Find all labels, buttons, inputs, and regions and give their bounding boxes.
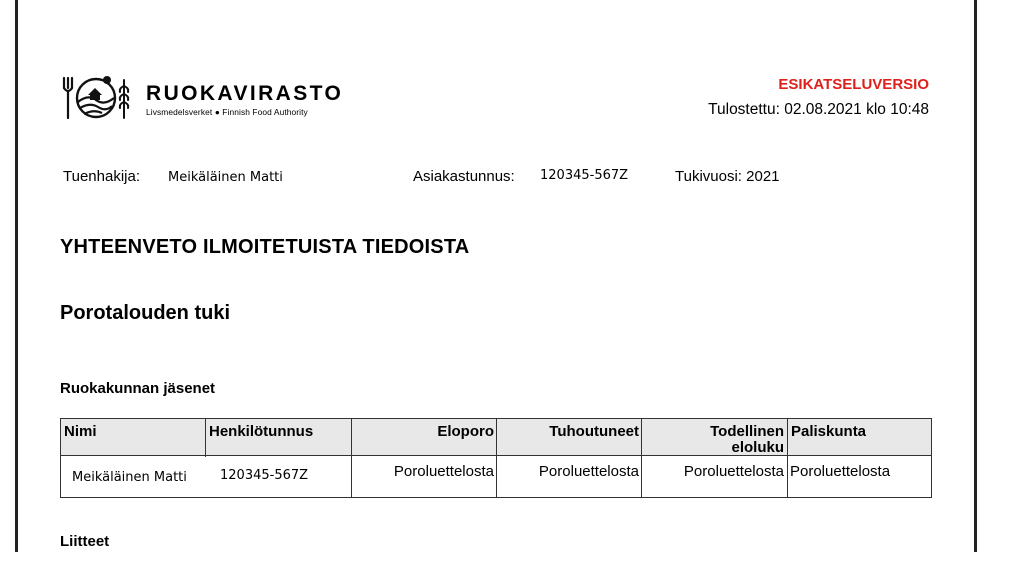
applicant-name: Meikäläinen Matti	[168, 170, 283, 185]
cell-name: Meikäläinen Matti	[72, 470, 187, 485]
cell-ssn: 120345-567Z	[220, 468, 309, 483]
cell-paliskunta: Poroluettelosta	[790, 463, 891, 480]
header-name: Nimi	[64, 423, 97, 440]
page-edge-left	[15, 0, 18, 552]
cell-eloporo: Poroluettelosta	[393, 463, 494, 480]
brand-name: RUOKAVIRASTO	[146, 82, 344, 105]
column-divider	[787, 418, 788, 498]
household-members-table	[60, 418, 933, 498]
ruokavirasto-logo	[60, 72, 344, 124]
printed-timestamp: Tulostettu: 02.08.2021 klo 10:48	[708, 101, 929, 118]
cell-tuhoutuneet: Poroluettelosta	[538, 463, 639, 480]
applicant-label: Tuenhakija:	[63, 168, 140, 185]
household-members-heading: Ruokakunnan jäsenet	[60, 380, 216, 397]
brand-subtitle: Livsmedelsverket ● Finnish Food Authority	[146, 107, 308, 117]
cell-todellinen-eloluku: Poroluettelosta	[683, 463, 784, 480]
column-divider	[641, 418, 642, 498]
header-ssn: Henkilötunnus	[209, 423, 314, 440]
page-edge-right	[974, 0, 977, 552]
support-year: Tukivuosi: 2021	[675, 168, 780, 185]
header-todellinen-eloluku: Todellinen eloluku	[710, 423, 784, 456]
customer-id-label: Asiakastunnus:	[413, 168, 515, 185]
ruokavirasto-logo-icon	[60, 72, 132, 122]
header-paliskunta: Paliskunta	[791, 423, 867, 440]
header-eloporo: Eloporo	[437, 423, 494, 440]
attachments-heading: Liitteet	[60, 533, 110, 550]
support-type-heading: Porotalouden tuki	[60, 302, 230, 324]
page-title: YHTEENVETO ILMOITETUISTA TIEDOISTA	[60, 236, 470, 258]
header-tuhoutuneet: Tuhoutuneet	[549, 423, 639, 440]
customer-id-value: 120345-567Z	[540, 168, 629, 183]
preview-version-label: ESIKATSELUVERSIO	[778, 76, 929, 93]
